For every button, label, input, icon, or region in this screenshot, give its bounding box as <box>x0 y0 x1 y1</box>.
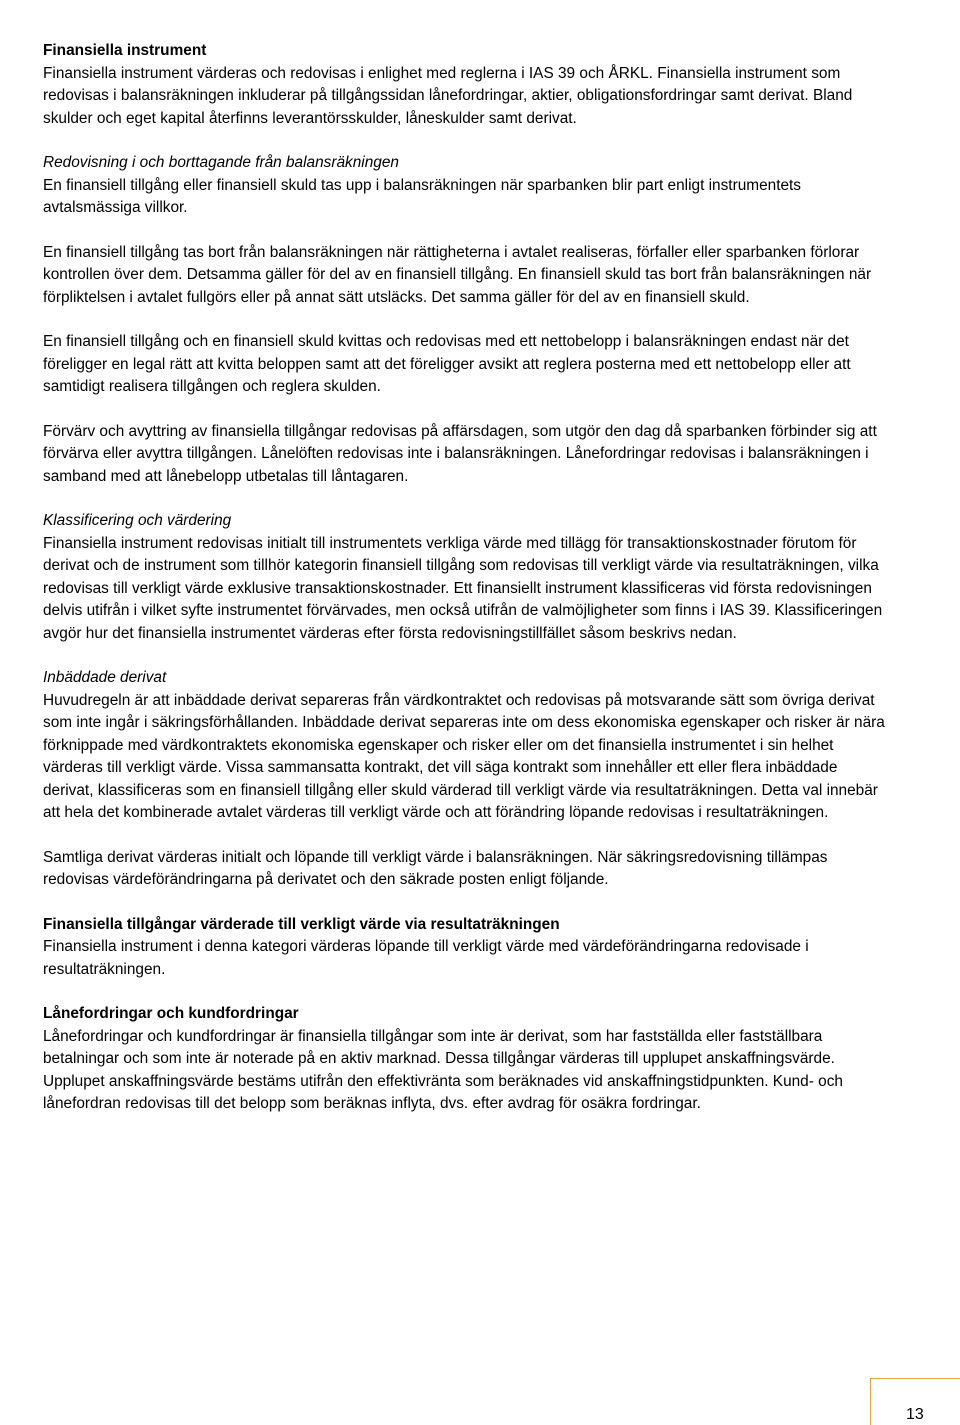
paragraph: Huvudregeln är att inbäddade derivat separeras från värdkontraktet och redovisas på motsvarande sätt som övriga derivat som inte ingår i säkringsförhållanden. Inbäddade derivat separeras inte om dess ekonomiska egenskaper och risker är nära förknippade med värdkontraktets ekonomiska egenskaper och risker eller om det finansiella instrumentet i sin helhet värderas till verkligt värde. Vissa sammansatta kontrakt, det vill säga kontrakt som innehåller ett eller flera inbäddade derivat, klassificeras som en finansiell tillgång eller skuld värderad till verkligt värde via resultaträkningen. Detta val innebär att hela det kombinerade avtalet värderas till verkligt värde och att förändring löpande redovisas i resultaträkningen. <box>43 691 885 821</box>
section-heading: Finansiella tillgångar värderade till verkligt värde via resultaträkningen <box>43 915 560 933</box>
section-heading: Lånefordringar och kundfordringar <box>43 1005 299 1022</box>
page-number: 13 <box>906 1406 924 1423</box>
paragraph: Finansiella instrument värderas och redovisas i enlighet med reglerna i IAS 39 och ÅRKL. Finansiella instrument som redovisas i balansräkningen inkluderar på tillgångssidan lånefordringar, aktier, obligationsfordringar samt derivat. Bland skulder och eget kapital återfinns leverantörsskulder, låneskulder samt derivat. <box>43 64 853 127</box>
paragraph: En finansiell tillgång eller finansiell skuld tas upp i balansräkningen när sparbanken blir part enligt instrumentets avtalsmässiga villkor. <box>43 176 801 216</box>
section-lanefordringar <box>43 1003 888 1116</box>
section-heading: Redovisning i och borttagande från balansräkningen <box>43 154 399 171</box>
section-borttagande <box>43 242 888 310</box>
section-forvarv-avyttring <box>43 421 888 489</box>
paragraph: Samtliga derivat värderas initialt och löpande till verkligt värde i balansräkningen. När säkringsredovisning tillämpas redovisas värdeförändringarna på derivatet och den säkrade posten enligt följande. <box>43 848 828 888</box>
paragraph: Förvärv och avyttring av finansiella tillgångar redovisas på affärsdagen, som utgör den dag då sparbanken förbinder sig att förvärva eller avyttra tillgången. Lånelöften redovisas inte i balansräkningen. Lånefordringar redovisas i balansräkningen i samband med att lånebelopp utbetalas till låntagaren. <box>43 422 877 485</box>
section-finansiella-instrument <box>43 40 888 130</box>
section-klassificering <box>43 510 888 645</box>
section-heading: Inbäddade derivat <box>43 669 167 686</box>
paragraph: En finansiell tillgång och en finansiell skuld kvittas och redovisas med ett nettobelopp i balansräkningen endast när det föreligger en legal rätt att kvitta beloppen samt att det föreligger avsikt att reglera posterna med ett nettobelopp eller att samtidigt realisera tillgången och reglera skulden. <box>43 333 851 395</box>
paragraph: Lånefordringar och kundfordringar är finansiella tillgångar som inte är derivat, som har fastställda eller fastställbara betalningar och som inte är noterade på en aktiv marknad. Dessa tillgångar värderas till upplupet anskaffningsvärde. Upplupet anskaffningsvärde bestäms utifrån den effektivränta som beräknades vid anskaffningstidpunkten. Kund- och lånefordran redovisas till det belopp som beräknas inflyta, dvs. efter avdrag för osäkra fordringar. <box>43 1027 843 1112</box>
section-heading: Klassificering och värdering <box>43 512 232 529</box>
section-kvittning <box>43 331 888 399</box>
section-samtliga-derivat <box>43 847 888 892</box>
paragraph: En finansiell tillgång tas bort från balansräkningen när rättigheterna i avtalet realiseras, förfaller eller sparbanken förlorar kontrollen över dem. Detsamma gäller för del av en finansiell tillgång. En finansiell skuld tas bort från balansräkningen när förpliktelsen i avtalet fullgörs eller på annat sätt utsläcks. Det samma gäller för del av en finansiell skuld. <box>43 243 872 306</box>
document-body <box>43 40 888 1138</box>
section-heading: Finansiella instrument <box>43 42 207 59</box>
section-inbaddade-derivat <box>43 667 888 825</box>
paragraph: Finansiella instrument i denna kategori värderas löpande till verkligt värde med värdeförändringarna redovisade i resultaträkningen. <box>43 938 809 978</box>
section-verkligt-varde <box>43 914 888 982</box>
section-redovisning-borttagande <box>43 152 888 220</box>
paragraph: Finansiella instrument redovisas initialt till instrumentets verkliga värde med tillägg för transaktionskostnader förutom för derivat och de instrument som tillhör kategorin finansiell tillgång som redovisas till verkligt värde via resultaträkningen, vilka redovisas till verkligt värde exklusive transaktionskostnader. Ett finansiellt instrument klassificeras vid första redovisningen delvis utifrån i vilket syfte instrumentet förvärvades, men också utifrån de valmöjligheter som finns i IAS 39. Klassificeringen avgör hur det finansiella instrumentet värderas efter första redovisningstillfället såsom beskrivs nedan. <box>43 534 883 642</box>
